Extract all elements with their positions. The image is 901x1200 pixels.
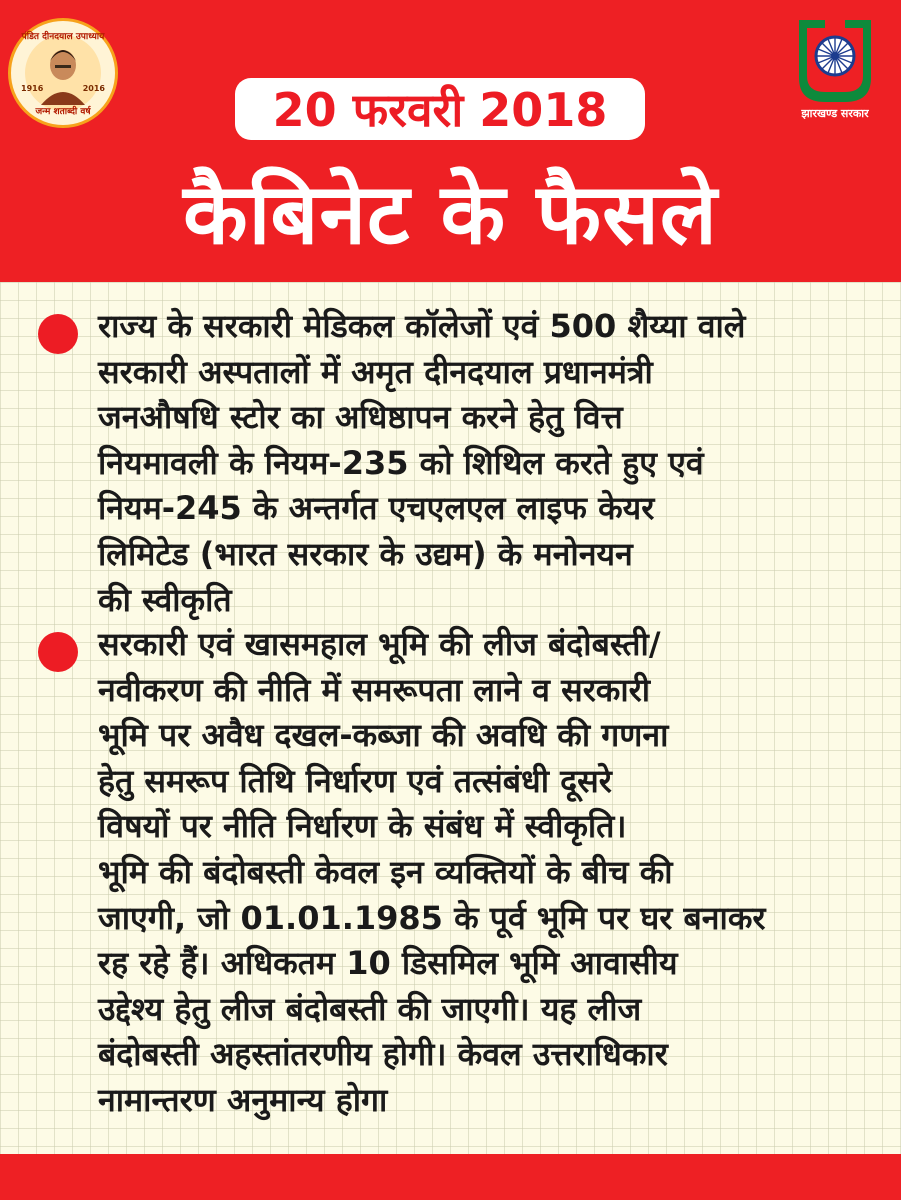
header-band — [0, 0, 901, 282]
decision-text — [98, 304, 888, 623]
decision-line: सरकारी अस्पतालों में अमृत दीनदयाल प्रधानमंत्री — [98, 352, 653, 391]
decision-line: नियम-245 के अन्तर्गत एचएलएल लाइफ केयर — [98, 489, 655, 528]
date-text: 20 फरवरी 2018 — [272, 83, 608, 137]
decision-line: रह रहे हैं। अधिकतम 10 डिसमिल भूमि आवासीय — [98, 944, 678, 983]
bullet-dot-icon — [38, 632, 78, 672]
decision-line: जनऔषधि स्टोर का अधिष्ठापन करने हेतु वित्त — [98, 398, 623, 437]
centenary-logo — [8, 18, 118, 128]
logo-year-start: 1916 — [21, 84, 44, 93]
logo-caption: झारखण्ड सरकार — [801, 107, 869, 120]
date-badge — [235, 78, 645, 140]
decision-line: नामान्तरण अनुमान्य होगा — [98, 1080, 388, 1119]
decision-line: लिमिटेड (भारत सरकार के उद्यम) के मनोनयन — [98, 534, 633, 573]
jharkhand-government-logo — [785, 16, 885, 124]
decision-line: राज्य के सरकारी मेडिकल कॉलेजों एवं 500 शैय्या वाले — [98, 307, 746, 345]
page-title: कैबिनेट के फैसले — [183, 165, 718, 263]
ashoka-chakra-icon — [785, 16, 885, 104]
logo-top-text: पंडित दीनदयाल उपाध्याय — [21, 32, 105, 42]
decision-line: भूमि पर अवैध दखल-कब्जा की अवधि की गणना — [98, 716, 669, 755]
bullet-dot-icon — [38, 314, 78, 354]
decision-line: भूमि की बंदोबस्ती केवल इन व्यक्तियों के बीच की — [98, 852, 673, 891]
decision-line: की स्वीकृति — [98, 580, 232, 619]
decision-line: जाएगी, जो 01.01.1985 के पूर्व भूमि पर घर बनाकर — [98, 898, 766, 937]
decision-line: नियमावली के नियम-235 को शिथिल करते हुए एवं — [98, 443, 704, 482]
decision-line: बंदोबस्ती अहस्तांतरणीय होगी। केवल उत्तराधिकार — [98, 1035, 668, 1074]
decisions-panel — [0, 282, 901, 1154]
footer-band — [0, 1154, 901, 1200]
decision-line: हेतु समरूप तिथि निर्धारण एवं तत्संबंधी दूसरे — [98, 761, 612, 800]
logo-bottom-text: जन्म शताब्दी वर्ष — [35, 107, 91, 117]
decision-line: उद्देश्य हेतु लीज बंदोबस्ती की जाएगी। यह लीज — [98, 989, 642, 1028]
decision-line: सरकारी एवं खासमहाल भूमि की लीज बंदोबस्ती/ — [98, 625, 661, 663]
decision-line: विषयों पर नीति निर्धारण के संबंध में स्वीकृति। — [98, 807, 627, 846]
decision-text — [98, 622, 888, 1124]
decision-line: नवीकरण की नीति में समरूपता लाने व सरकारी — [98, 670, 651, 709]
logo-year-end: 2016 — [82, 84, 105, 93]
